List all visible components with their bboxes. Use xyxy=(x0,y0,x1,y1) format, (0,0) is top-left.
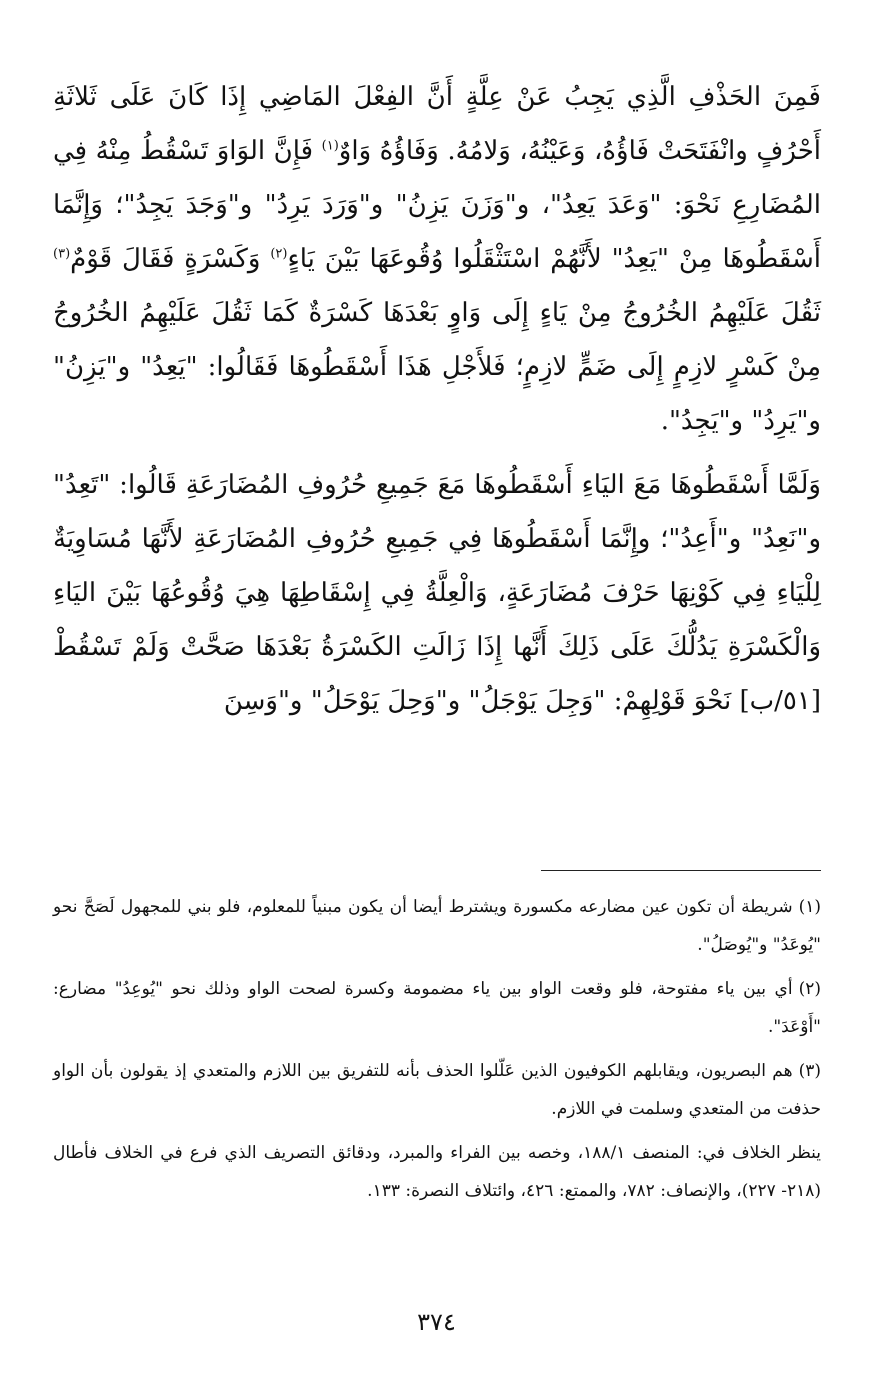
footnote-3-continued xyxy=(53,1134,821,1210)
footnotes xyxy=(53,888,821,1216)
footnote-ref-1: (١) xyxy=(321,138,339,154)
main-text xyxy=(53,70,821,728)
footnote-number: (١) xyxy=(798,897,821,917)
footnote-2 xyxy=(53,970,821,1046)
text-run: فَمِنَ الحَذْفِ الَّذِي يَجِبُ عَنْ عِلَّةٍ أَنَّ الفِعْلَ المَاضِي إِذَا كَانَ عَلَى ثَلاثَةِ أَحْرُفٍ وانْفَتَحَتْ فَاؤُهُ، وَعَيْنُهُ، وَلامُهُ. وَفَاؤُهُ وَاوٌ xyxy=(53,82,821,166)
footnote-text: أي بين ياء مفتوحة، فلو وقعت الواو بين ياء مضمومة وكسرة لصحت الواو وذلك نحو "يُوعِدُ" مضارع: "أَوْعَدَ". xyxy=(53,979,821,1037)
footnote-number: (٢) xyxy=(798,979,821,999)
footnote-1 xyxy=(53,888,821,964)
text-run: فَإِنَّ الوَاوَ تَسْقُطُ مِنْهُ فِي المُضَارِعِ نَحْوَ: "وَعَدَ يَعِدُ"، و"وَزَنَ يَزِنُ" و"وَرَدَ يَرِدُ" و"وَجَدَ يَجِدُ"؛ وَإِنَّمَا أَسْقَطُوهَا مِنْ "يَعِدُ" لأَنَّهُمْ اسْتَثْقَلُوا وُقُوعَهَا بَيْنَ يَاءٍ xyxy=(53,136,822,274)
page-number: ٣٧٤ xyxy=(417,1308,456,1336)
footnote-text: شريطة أن تكون عين مضارعه مكسورة ويشترط أيضا أن يكون مبنياً للمعلوم، فلو بني للمجهول لَصَحَّ نحو "يُوعَدُ" و"يُوصَلُ". xyxy=(53,897,821,955)
footnote-ref-3: (٣) xyxy=(53,246,71,262)
text-run: ثَقُلَ عَلَيْهِمُ الخُرُوجُ مِنْ يَاءٍ إِلَى وَاوٍ بَعْدَهَا كَسْرَةٌ كَمَا ثَقُلَ عَلَيْهِمُ الخُرُوجُ مِنْ كَسْرٍ لازِمٍ إِلَى ضَمٍّ لازِمٍ؛ فَلأَجْلِ هَذَا أَسْقَطُوهَا فَقَالُوا: "يَعِدُ" و"يَزِنُ" و"يَرِدُ" و"يَجِدُ". xyxy=(53,298,821,436)
footnote-number: (٣) xyxy=(798,1061,821,1081)
footnote-ref-2: (٢) xyxy=(270,246,288,262)
paragraph-2 xyxy=(53,458,821,728)
footnote-text: هم البصريون، ويقابلهم الكوفيون الذين عَلّلوا الحذف بأنه للتفريق بين اللازم والمتعدي إذ يقولون بأن الواو حذفت من المتعدي وسلمت في اللازم. xyxy=(53,1061,821,1119)
text-run: وَكَسْرَةٍ فَقَالَ قَوْمٌ xyxy=(70,244,271,274)
footnote-text: ينظر الخلاف في: المنصف ١٨٨/١، وخصه بين الفراء والمبرد، ودقائق التصريف الذي فرع في الخلاف فأطال (٢١٨- ٢٢٧)، والإنصاف: ٧٨٢، والممتع: ٤٢٦، وائتلاف النصرة: ١٣٣. xyxy=(53,1143,821,1201)
text-run: وَلَمَّا أَسْقَطُوهَا مَعَ اليَاءِ أَسْقَطُوهَا مَعَ جَمِيعِ حُرُوفِ المُضَارَعَةِ قَالُوا: "تَعِدُ" و"نَعِدُ" و"أَعِدُ"؛ وإِنَّمَا أَسْقَطُوهَا فِي جَمِيعِ حُرُوفِ المُضَارَعَةِ لأَنَّهَا مُسَاوِيَةٌ لِلْيَاءِ فِي كَوْنِهَا حَرْفَ مُضَارَعَةٍ، وَالْعِلَّةُ فِي إِسْقَاطِهَا هِيَ وُقُوعُهَا بَيْنَ اليَاءِ وَالْكَسْرَةِ يَدُلُّكَ عَلَى ذَلِكَ أَنَّها إِذَا زَالَتِ الكَسْرَةُ بَعْدَهَا صَحَّتْ وَلَمْ تَسْقُطْ [٥١/ب] نَحْوَ قَوْلِهِمْ: "وَجِلَ يَوْجَلُ" و"وَحِلَ يَوْحَلُ" و"وَسِنَ xyxy=(53,470,821,716)
footnote-3 xyxy=(53,1052,821,1128)
footnote-divider xyxy=(541,870,821,871)
paragraph-1 xyxy=(53,70,821,448)
